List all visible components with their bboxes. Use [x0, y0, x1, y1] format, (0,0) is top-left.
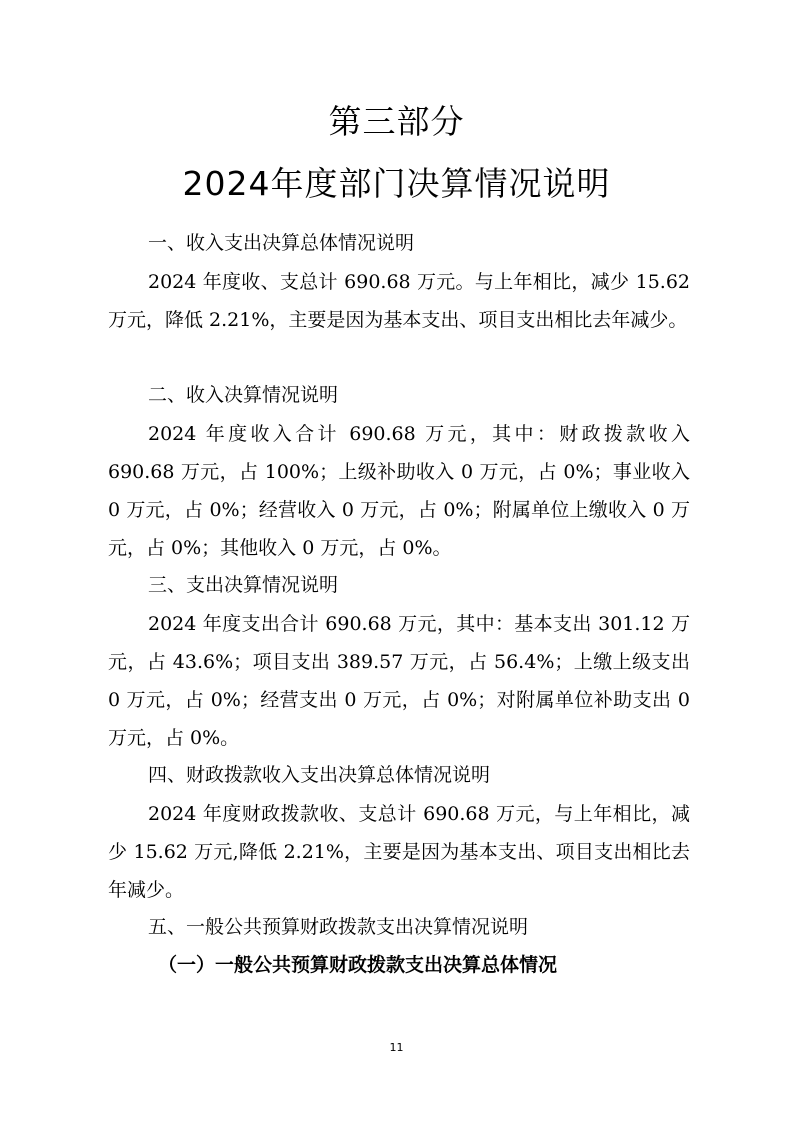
section-heading-general-public-budget: 五、一般公共预算财政拨款支出决算情况说明: [148, 916, 529, 938]
section-body-income: 2024 年度收入合计 690.68 万元，其中：财政拨款收入 690.68 万元，占 100%；上级补助收入 0 万元，占 0%；事业收入 0 万元，占 0%；经营收入 0 万元，占 0%；附属单位上缴收入 0 万元，占 0%；其他收入 0 万元，占 0%。: [108, 423, 690, 559]
section-body-expenditure: 2024 年度支出合计 690.68 万元，其中：基本支出 301.12 万元，占 43.6%；项目支出 389.57 万元，占 56.4%；上缴上级支出 0 万元，占 0%；经营支出 0 万元，占 0%；对附属单位补助支出 0 万元，占 0%。: [108, 613, 690, 749]
section-heading-expenditure: 三、支出决算情况说明: [148, 574, 339, 596]
section-heading-income-expenditure-overview: 一、收入支出决算总体情况说明: [148, 232, 415, 254]
part-title: 第三部分: [328, 102, 465, 141]
page-number: 11: [389, 1041, 404, 1054]
document-title: 2024年度部门决算情况说明: [182, 164, 611, 203]
section-heading-income: 二、收入决算情况说明: [148, 384, 339, 406]
section-body-income-expenditure-overview: 2024 年度收、支总计 690.68 万元。与上年相比，减少 15.62 万元，降低 2.21%，主要是因为基本支出、项目支出相比去年减少。: [108, 271, 690, 331]
section-heading-fiscal-appropriation: 四、财政拨款收入支出决算总体情况说明: [148, 764, 491, 786]
document-body: [108, 225, 690, 985]
sub-heading-general-public-budget-overview: （一）一般公共预算财政拨款支出决算总体情况: [158, 954, 558, 976]
section-body-fiscal-appropriation: 2024 年度财政拨款收、支总计 690.68 万元，与上年相比，减少 15.62 万元,降低 2.21%，主要是因为基本支出、项目支出相比去年减少。: [108, 803, 690, 901]
